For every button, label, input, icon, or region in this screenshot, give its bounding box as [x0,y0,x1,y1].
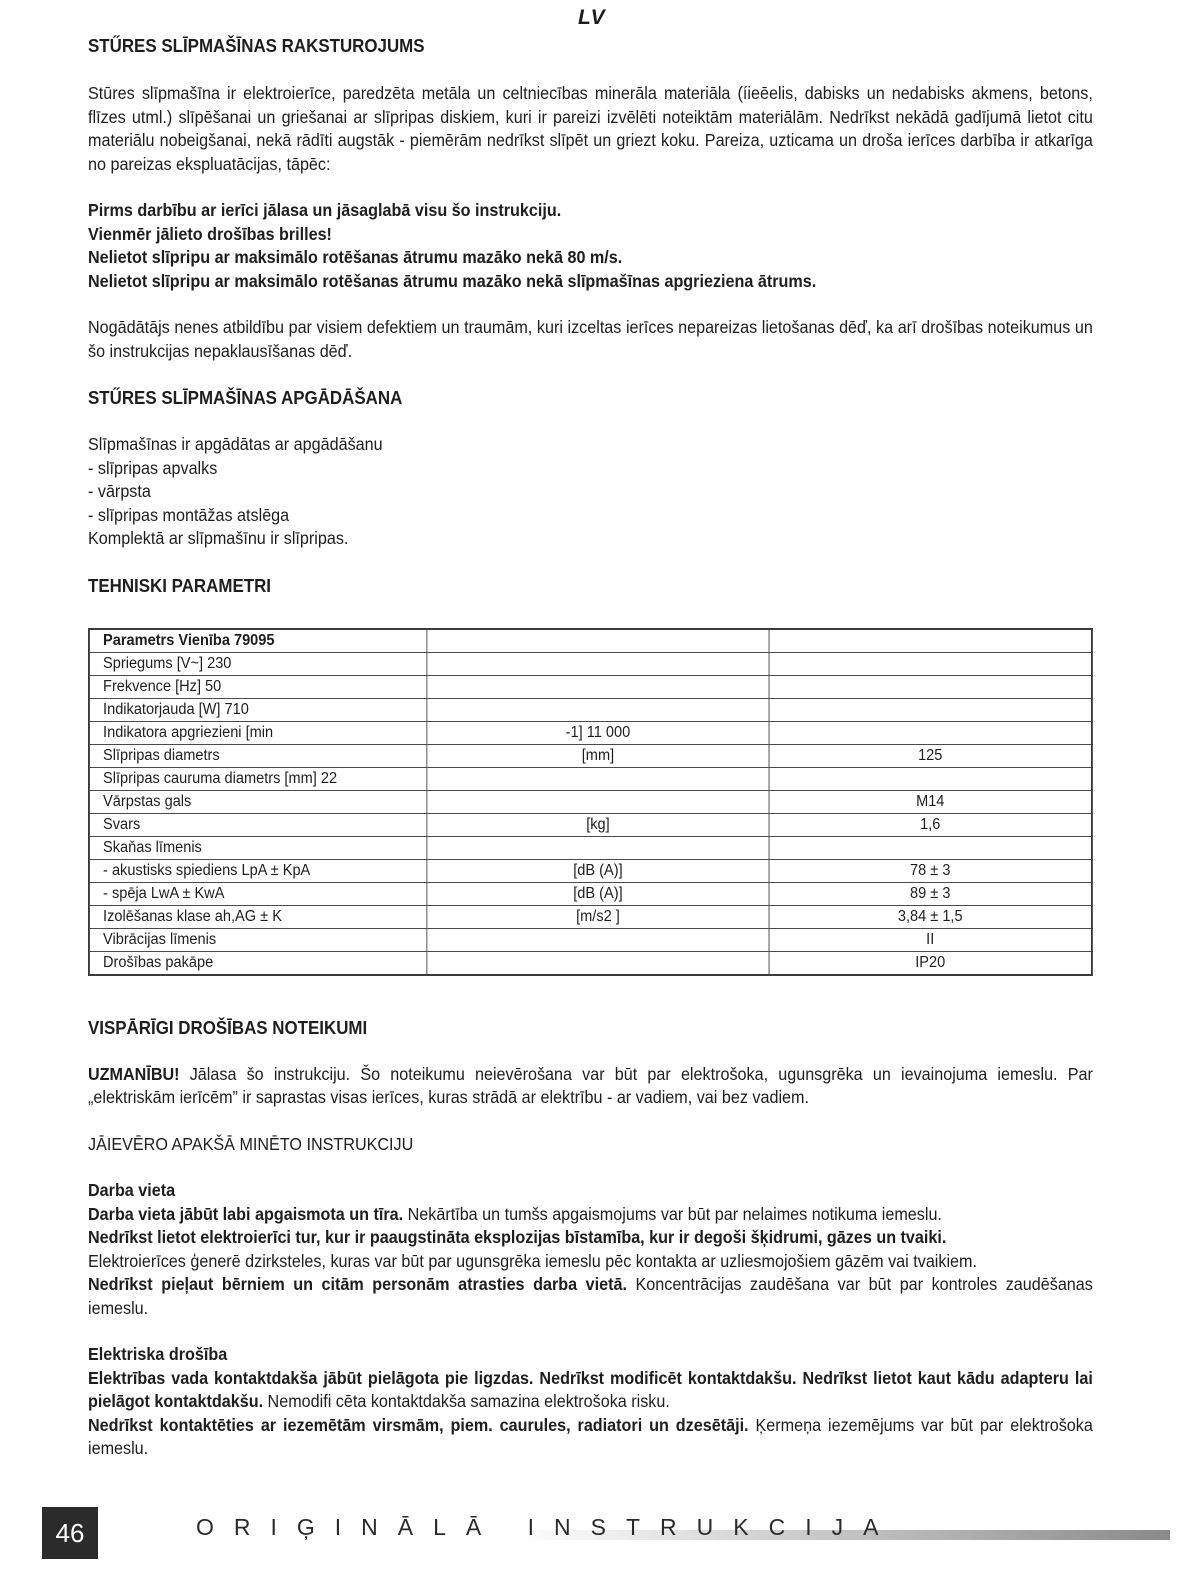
work-bold-2: Nedrīkst lietot elektroierīci tur, kur ir paaugstināta eksplozijas bīstamība, kur ir degoši šķidrumi, gāzes un tvaiki. [88,1227,947,1247]
unit-cell [427,698,769,721]
param-cell: Frekvence [Hz] 50 [89,675,427,698]
elec-text-1: Nemodifi cēta kontaktdakša samazina elektrošoka risku. [263,1391,670,1411]
section-title-characteristics: STŰRES SLĪPMAŠĪNAS RAKSTUROJUMS [88,36,425,56]
caution-paragraph [88,1063,1093,1110]
warning-disc-speed: Nelietot slīpripu ar maksimālo rotēšanas ātrumu mazāko nekā slīpmašīnas apgrieziena ātrums. [88,270,817,291]
unit-cell: [kg] [427,813,769,836]
param-cell: Spriegums [V~] 230 [89,652,427,675]
param-cell: Vārpstas gals [89,790,427,813]
page-number: 46 [42,1507,98,1559]
table-row [89,905,1092,928]
unit-cell: [mm] [427,744,769,767]
value-cell [769,721,1092,744]
table-row [89,721,1092,744]
work-text-1: Nekārtība un tumšs apgaismojums var būt par nelaimes notikuma iemeslu. [403,1203,942,1224]
work-bold-3: Nedrīkst pieļaut bērniem un citām personām atrasties darba vietā. [88,1274,627,1294]
table-row [89,790,1092,813]
equipment-list [88,457,1093,528]
elec-bold-2: Nedrīkst kontaktēties ar iezemētām virsmām, piem. caurules, radiatori un dzesētāji. [88,1414,749,1435]
unit-cell [427,928,769,951]
table-row [89,928,1092,951]
unit-cell: [m/s2 ] [427,905,769,928]
value-cell [769,675,1092,698]
spec-table [88,628,1093,976]
table-row [89,652,1092,675]
warning-read-instructions: Pirms darbību ar ierīci jālasa un jāsaglabā visu šo instrukciju. [88,200,562,220]
electric-paragraph-2 [88,1414,1093,1461]
value-cell [769,652,1092,675]
param-cell: Vibrācijas līmenis [89,928,427,951]
value-cell: 3,84 ± 1,5 [769,905,1092,928]
value-cell: 1,6 [769,813,1092,836]
work-text-2: Elektroierīces ģenerē dzirksteles, kuras var būt par ugunsgrēka iemeslu pēc kontakta ar uzliesmojošiem gāzēm vai tvaikiem. [88,1250,977,1271]
unit-cell: [dB (A)] [427,859,769,882]
unit-cell [427,767,769,790]
value-cell: 78 ± 3 [769,859,1092,882]
unit-cell [427,836,769,859]
obey-instructions: JĀIEVĒRO APAKŠĀ MINĒTO INSTRUKCIJU [88,1133,414,1154]
param-cell: Indikatora apgriezieni [min [89,721,427,744]
section-title-equipment: STŰRES SLĪPMAŠĪNAS APGĀDĀŠANA [88,388,403,408]
unit-cell [427,951,769,975]
work-area-title: Darba vieta [88,1180,176,1200]
param-cell: Slīpripas cauruma diametrs [mm] 22 [89,767,427,790]
footer-title: ORIĢINĀLĀ INSTRUKCIJA [196,1514,899,1540]
table-row [89,882,1092,905]
value-cell [769,698,1092,721]
intro-paragraph: Stūres slīpmašīna ir elektroierīce, paredzēta metāla un celtniecības minerāla materiāla (íieēelis, dabisks un nedabisks akmens, betons, flīzes utml.) slīpēšanai un griešanai ar slīpripas diskiem, kuri ir pareizi izvēlēti noteiktām materiālām. Nedrīkst nekādā gadījumā lietot citu materiālu nobeigšanai, nekā rādīti augstāk - piemērām nedrīkst slīpēt un griezt koku. Pareiza, uzticama un droša ierīces darbība ir atkarīga no pareizas ekspluatācijas, tāpēc: [88,83,1093,174]
unit-cell [427,652,769,675]
param-cell: Svars [89,813,427,836]
param-cell: - spēja LwA ± KwA [89,882,427,905]
param-cell: Skaňas līmenis [89,836,427,859]
value-cell [769,767,1092,790]
value-cell: IP20 [769,951,1092,975]
list-item: - slīpripas apvalks [88,457,218,478]
work-text-3: Koncentrācijas zaudēšana var būt par kontroles zaudēšanas iemeslu. [88,1274,1093,1318]
value-cell [769,836,1092,859]
table-row [89,744,1092,767]
section-title-specs: TEHNISKI PARAMETRI [88,575,271,596]
work-area-paragraph-3 [88,1273,1093,1320]
value-cell: 125 [769,744,1092,767]
value-cell: 89 ± 3 [769,882,1092,905]
param-cell: Indikatorjauda [W] 710 [89,698,427,721]
table-row [89,767,1092,790]
elec-bold-1: Elektrības vada kontaktdakša jābūt pielāgota pie ligzdas. Nedrīkst modificēt kontaktdakšu. Nedrīkst lietot kaut kādu adapteru lai pielāgot kontaktdakšu. [88,1367,1093,1411]
electric-safety-title: Elektriska drošība [88,1344,228,1364]
warning-min-speed: Nelietot slīpripu ar maksimālo rotēšanas ātrumu mazāko nekā 80 m/s. [88,247,623,267]
table-row [89,675,1092,698]
caution-label: UZMANĪBU! [88,1063,180,1084]
unit-cell [427,790,769,813]
table-row [89,698,1092,721]
work-bold-1: Darba vieta jābūt labi apgaismota un tīra. [88,1203,404,1224]
equipment-lead: Slīpmašīnas ir apgādātas ar apgādāšanu [88,434,383,454]
elec-text-2: Ķermeņa iezemējums var būt par elektrošoka iemeslu. [88,1414,1093,1458]
value-cell [769,629,1092,653]
param-cell: Slīpripas diametrs [89,744,427,767]
table-row [89,951,1092,975]
unit-cell: -1] 11 000 [427,721,769,744]
param-cell: - akustisks spiediens LpA ± KpA [89,859,427,882]
table-row [89,836,1092,859]
electric-paragraph-1 [88,1367,1093,1414]
table-row [89,813,1092,836]
list-item: - slīpripas montāžas atslēga [88,504,290,525]
work-area-paragraph [88,1203,1093,1227]
equipment-tail: Komplektā ar slīpmašīnu ir slīpripas. [88,528,349,548]
caution-text: Jālasa šo instrukciju. Šo noteikumu neievērošana var būt par elektrošoka, ugunsgrēka un ievainojuma iemeslu. Par „elektriskām ierīcēm” ir saprastas visas ierīces, kuras strādā ar elektrību - ar vadiem, vai bez vadiem. [88,1063,1093,1107]
list-item: - vārpsta [88,481,151,501]
spec-header-row [89,629,1092,653]
value-cell: M14 [769,790,1092,813]
table-row [89,859,1092,882]
unit-cell [427,629,769,653]
section-title-safety: VISPĀRĪGI DROŠĪBAS NOTEIKUMI [88,1017,368,1038]
document-body [88,34,1093,1461]
unit-cell [427,675,769,698]
unit-cell: [dB (A)] [427,882,769,905]
param-cell: Drošības pakāpe [89,951,427,975]
liability-paragraph: Nogādātājs nenes atbildību par visiem defektiem un traumām, kuri izceltas ierīces nepareizas lietošanas dēď, ka arī drošības noteikumus un šo instrukcijas nepaklausīšanas dēď. [88,317,1093,361]
language-code: LV [578,6,606,29]
param-cell: Izolēšanas klase ah,AG ± K [89,905,427,928]
param-cell: Parametrs Vienība 79095 [89,629,427,653]
value-cell: II [769,928,1092,951]
warning-safety-glasses: Vienmēr jālieto drošības brilles! [88,223,332,244]
